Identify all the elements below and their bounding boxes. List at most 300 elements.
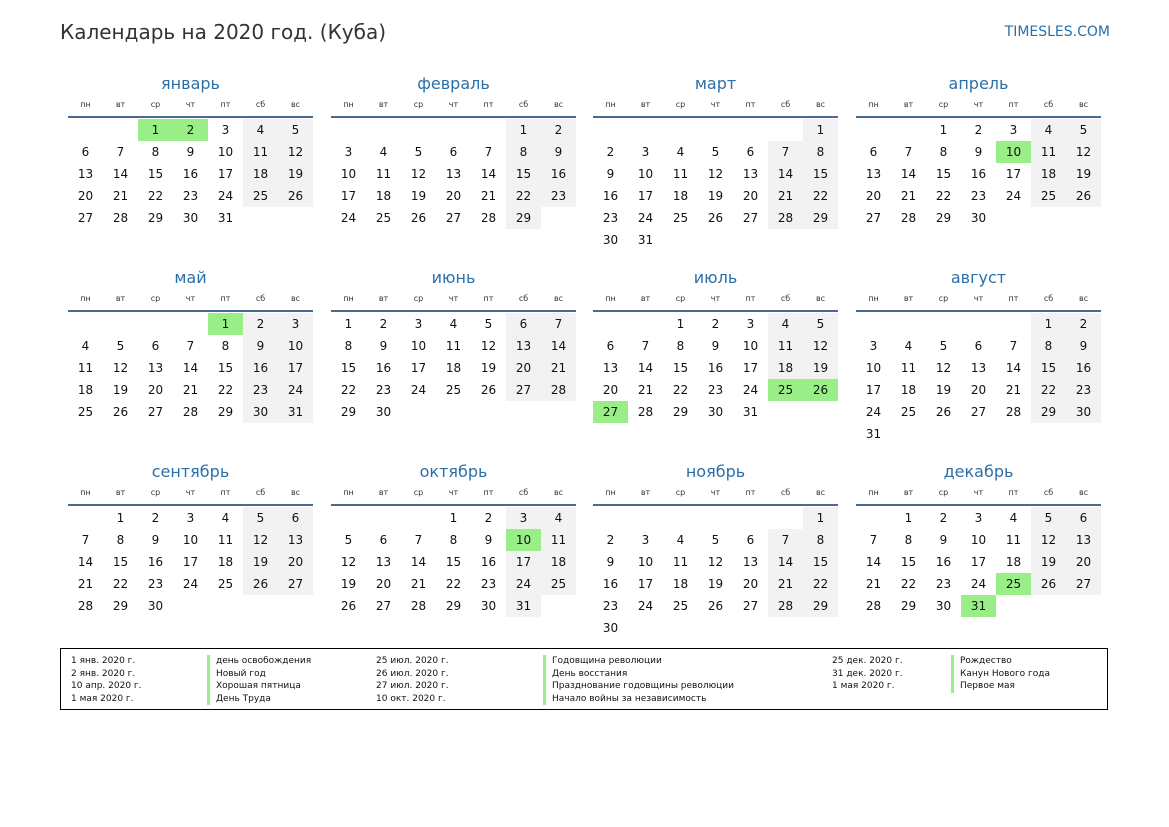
day-cell: 18 [445, 361, 462, 375]
day-cell: 9 [379, 339, 388, 353]
weekday-label: сб [518, 100, 529, 109]
empty-cell [436, 401, 471, 423]
day-cell: 29 [935, 211, 952, 225]
day-cell: 9 [939, 533, 948, 547]
weekday-label: пт [1008, 294, 1019, 303]
day-cell: 5 [116, 339, 125, 353]
day-cell: 27 [278, 573, 313, 595]
day-cell: 21 [768, 185, 803, 207]
weekday-label: сб [255, 100, 266, 109]
day-cell: 26 [1066, 185, 1101, 207]
weekday-label: вт [640, 488, 651, 497]
day-cell: 30 [147, 599, 164, 613]
day-cell: 11 [217, 533, 234, 547]
week-row [593, 551, 838, 573]
day-cell: 30 [707, 405, 724, 419]
empty-cell [856, 507, 891, 529]
day-cell: 8 [221, 339, 230, 353]
day-cell: 21 [637, 383, 654, 397]
empty-cell [103, 119, 138, 141]
week-row [331, 141, 576, 163]
day-cell: 5 [484, 317, 493, 331]
week-row [593, 229, 838, 251]
day-cell: 17 [410, 361, 427, 375]
day-cell: 14 [182, 361, 199, 375]
day-cell: 27 [742, 211, 759, 225]
day-cell: 26 [480, 383, 497, 397]
month-calendar [593, 73, 838, 251]
day-cell: 2 [379, 317, 388, 331]
holiday-date: 1 мая 2020 г. [832, 681, 895, 691]
day-cell: 25 [217, 577, 234, 591]
weekday-label: сб [1043, 488, 1054, 497]
empty-cell [366, 119, 401, 141]
day-cell: 13 [278, 529, 313, 551]
weekday-label: вс [290, 294, 301, 303]
holiday-date: 26 июл. 2020 г. [376, 668, 449, 679]
day-cell: 16 [707, 361, 724, 375]
week-row [68, 163, 313, 185]
weekday-header [331, 292, 576, 306]
day-cell: 15 [672, 361, 689, 375]
week-row [593, 163, 838, 185]
day-cell: 23 [1066, 379, 1101, 401]
day-cell: 3 [641, 145, 650, 159]
weekday-label: сб [255, 488, 266, 497]
day-cell: 11 [672, 167, 689, 181]
weekday-label: сб [780, 294, 791, 303]
week-row [593, 357, 838, 379]
weekday-label: чт [185, 488, 196, 497]
empty-cell [401, 119, 436, 141]
day-cell: 18 [1031, 163, 1066, 185]
day-cell: 9 [243, 335, 278, 357]
empty-cell [926, 313, 961, 335]
empty-cell [733, 507, 768, 529]
day-cell: 12 [707, 167, 724, 181]
day-cell: 10 [970, 533, 987, 547]
day-cell: 8 [803, 141, 838, 163]
day-cell: 31 [742, 405, 759, 419]
empty-cell [401, 401, 436, 423]
week-row [593, 185, 838, 207]
holiday-date: 1 мая 2020 г. [71, 693, 134, 704]
day-cell: 13 [970, 361, 987, 375]
day-cell: 8 [939, 145, 948, 159]
month-calendar [593, 267, 838, 423]
empty-cell [68, 119, 103, 141]
day-cell: 29 [340, 405, 357, 419]
day-cell: 12 [278, 141, 313, 163]
weekday-label: ср [150, 294, 161, 303]
weekday-label: пн [605, 100, 616, 109]
month-name: январь [161, 74, 220, 93]
day-cell: 14 [637, 361, 654, 375]
day-cell: 17 [742, 361, 759, 375]
day-cell: 9 [1066, 335, 1101, 357]
day-cell: 5 [803, 313, 838, 335]
empty-cell [68, 313, 103, 335]
day-cell: 16 [935, 555, 952, 569]
holiday-date: 10 окт. 2020 г. [376, 693, 446, 704]
week-row [856, 141, 1101, 163]
day-cell: 19 [1031, 551, 1066, 573]
week-row [68, 379, 313, 401]
day-cell: 19 [707, 577, 724, 591]
week-row [331, 163, 576, 185]
week-row [68, 357, 313, 379]
weekday-label: вт [640, 294, 651, 303]
day-cell: 6 [151, 339, 160, 353]
day-cell: 12 [340, 555, 357, 569]
day-cell: 8 [904, 533, 913, 547]
weekday-header [331, 98, 576, 112]
week-row [331, 573, 576, 595]
day-cell: 15 [217, 361, 234, 375]
day-cell: 10 [996, 141, 1031, 163]
weekday-label: пт [220, 294, 231, 303]
day-cell: 19 [480, 361, 497, 375]
week-row [593, 313, 838, 335]
holiday-dates-col-1 [71, 655, 142, 705]
month-divider [856, 116, 1101, 118]
day-cell: 20 [970, 383, 987, 397]
holiday-name: Хорошая пятница [207, 680, 311, 693]
day-cell: 1 [138, 119, 173, 141]
day-cell: 20 [602, 383, 619, 397]
week-row [331, 335, 576, 357]
month-calendar [331, 461, 576, 617]
day-cell: 5 [414, 145, 423, 159]
day-cell: 4 [1009, 511, 1018, 525]
day-cell: 23 [541, 185, 576, 207]
day-cell: 29 [112, 599, 129, 613]
day-cell: 14 [112, 167, 129, 181]
day-cell: 20 [375, 577, 392, 591]
day-cell: 22 [935, 189, 952, 203]
day-cell: 16 [970, 167, 987, 181]
day-cell: 17 [637, 577, 654, 591]
weekday-label: чт [710, 294, 721, 303]
day-cell: 24 [637, 599, 654, 613]
day-cell: 17 [340, 189, 357, 203]
weekday-label: вс [290, 100, 301, 109]
day-cell: 6 [379, 533, 388, 547]
week-row [331, 207, 576, 229]
empty-cell [996, 207, 1031, 229]
day-cell: 7 [904, 145, 913, 159]
day-cell: 30 [970, 211, 987, 225]
empty-cell [68, 507, 103, 529]
weekday-label: пт [1008, 100, 1019, 109]
weekday-header [856, 292, 1101, 306]
week-row [331, 551, 576, 573]
day-cell: 30 [182, 211, 199, 225]
day-cell: 24 [637, 211, 654, 225]
weekday-label: чт [185, 294, 196, 303]
day-cell: 19 [935, 383, 952, 397]
week-row [68, 335, 313, 357]
day-cell: 28 [182, 405, 199, 419]
day-cell: 18 [375, 189, 392, 203]
day-cell: 3 [974, 511, 983, 525]
empty-cell [628, 617, 663, 639]
day-cell: 21 [77, 577, 94, 591]
day-cell: 13 [506, 335, 541, 357]
empty-cell [698, 119, 733, 141]
day-cell: 17 [637, 189, 654, 203]
day-cell: 16 [480, 555, 497, 569]
day-cell: 26 [707, 211, 724, 225]
day-cell: 18 [768, 357, 803, 379]
day-cell: 29 [217, 405, 234, 419]
day-cell: 24 [742, 383, 759, 397]
empty-cell [856, 313, 891, 335]
day-cell: 28 [900, 211, 917, 225]
day-cell: 11 [900, 361, 917, 375]
weekday-label: вт [640, 100, 651, 109]
month-name: июнь [431, 268, 476, 287]
weekday-label: пт [220, 100, 231, 109]
day-cell: 21 [900, 189, 917, 203]
day-cell: 30 [243, 401, 278, 423]
day-cell: 31 [865, 427, 882, 441]
week-row [331, 507, 576, 529]
month-name: апрель [948, 74, 1009, 93]
day-cell: 24 [278, 379, 313, 401]
weekday-label: сб [1043, 294, 1054, 303]
month-name: июль [693, 268, 738, 287]
week-row [593, 141, 838, 163]
month-name: май [174, 268, 207, 287]
day-cell: 9 [541, 141, 576, 163]
empty-cell [856, 119, 891, 141]
month-divider [593, 504, 838, 506]
day-cell: 4 [768, 313, 803, 335]
day-cell: 22 [803, 573, 838, 595]
weekday-label: вт [903, 100, 914, 109]
day-cell: 23 [147, 577, 164, 591]
day-cell: 11 [768, 335, 803, 357]
day-cell: 10 [742, 339, 759, 353]
day-cell: 1 [208, 313, 243, 335]
holiday-date: 31 дек. 2020 г. [832, 668, 903, 679]
day-cell: 27 [593, 401, 628, 423]
site-link[interactable]: TIMESLES.COM [1004, 24, 1110, 40]
day-cell: 21 [1005, 383, 1022, 397]
weekday-label: сб [255, 294, 266, 303]
day-cell: 10 [217, 145, 234, 159]
day-cell: 2 [606, 145, 615, 159]
day-cell: 1 [904, 511, 913, 525]
holiday-name: Канун Нового года [951, 668, 1050, 681]
day-cell: 6 [869, 145, 878, 159]
day-cell: 15 [1031, 357, 1066, 379]
day-cell: 27 [375, 599, 392, 613]
day-cell: 15 [803, 551, 838, 573]
holiday-names-col-2 [543, 655, 734, 705]
empty-cell [366, 507, 401, 529]
weekday-label: вт [903, 488, 914, 497]
month-calendar [856, 461, 1101, 617]
empty-cell [733, 617, 768, 639]
empty-cell [103, 313, 138, 335]
holiday-name: День Труда [207, 693, 311, 706]
weekday-label: пн [80, 294, 91, 303]
month-divider [331, 116, 576, 118]
day-cell: 5 [344, 533, 353, 547]
day-cell: 28 [541, 379, 576, 401]
day-cell: 3 [221, 123, 230, 137]
holiday-name: Новый год [207, 668, 311, 681]
empty-cell [891, 313, 926, 335]
day-cell: 9 [974, 145, 983, 159]
day-cell: 13 [1066, 529, 1101, 551]
day-cell: 23 [707, 383, 724, 397]
day-cell: 13 [147, 361, 164, 375]
weekday-label: пт [745, 294, 756, 303]
day-cell: 2 [243, 313, 278, 335]
day-cell: 28 [112, 211, 129, 225]
month-calendar [68, 267, 313, 423]
day-cell: 19 [340, 577, 357, 591]
day-cell: 15 [803, 163, 838, 185]
weekday-label: пн [868, 488, 879, 497]
empty-cell [593, 313, 628, 335]
empty-cell [663, 507, 698, 529]
empty-cell [1066, 423, 1101, 445]
weekday-label: чт [710, 488, 721, 497]
day-cell: 28 [410, 599, 427, 613]
week-row [68, 313, 313, 335]
day-cell: 22 [340, 383, 357, 397]
day-cell: 9 [151, 533, 160, 547]
day-cell: 28 [77, 599, 94, 613]
day-cell: 12 [803, 335, 838, 357]
day-cell: 10 [340, 167, 357, 181]
day-cell: 1 [676, 317, 685, 331]
holiday-name: День восстания [543, 668, 734, 681]
day-cell: 23 [243, 379, 278, 401]
day-cell: 4 [243, 119, 278, 141]
day-cell: 23 [602, 599, 619, 613]
empty-cell [961, 313, 996, 335]
empty-cell [628, 507, 663, 529]
day-cell: 17 [217, 167, 234, 181]
day-cell: 27 [970, 405, 987, 419]
day-cell: 7 [484, 145, 493, 159]
week-row [856, 507, 1101, 529]
day-cell: 26 [935, 405, 952, 419]
month-divider [856, 310, 1101, 312]
day-cell: 28 [768, 595, 803, 617]
empty-cell [1066, 595, 1101, 617]
weekday-label: ср [938, 294, 949, 303]
day-cell: 3 [1009, 123, 1018, 137]
week-row [68, 529, 313, 551]
weekday-label: сб [780, 100, 791, 109]
day-cell: 29 [147, 211, 164, 225]
empty-cell [331, 119, 366, 141]
weekday-header [856, 98, 1101, 112]
day-cell: 15 [935, 167, 952, 181]
day-cell: 25 [541, 573, 576, 595]
week-row [856, 119, 1101, 141]
day-cell: 15 [900, 555, 917, 569]
weekday-label: вт [115, 100, 126, 109]
day-cell: 24 [217, 189, 234, 203]
week-row [593, 401, 838, 423]
day-cell: 1 [449, 511, 458, 525]
weekday-label: ср [413, 488, 424, 497]
day-cell: 18 [672, 189, 689, 203]
holiday-name: Первое мая [951, 680, 1050, 693]
day-cell: 2 [974, 123, 983, 137]
empty-cell [663, 119, 698, 141]
day-cell: 25 [1031, 185, 1066, 207]
weekday-label: пн [605, 294, 616, 303]
month-calendar [331, 73, 576, 229]
holiday-dates-col-2 [376, 655, 449, 705]
month-calendar [856, 267, 1101, 445]
month-calendar [68, 461, 313, 617]
week-row [856, 207, 1101, 229]
empty-cell [891, 423, 926, 445]
day-cell: 5 [711, 533, 720, 547]
day-cell: 14 [77, 555, 94, 569]
day-cell: 1 [116, 511, 125, 525]
day-cell: 17 [970, 555, 987, 569]
empty-cell [1031, 423, 1066, 445]
day-cell: 28 [480, 211, 497, 225]
day-cell: 21 [541, 357, 576, 379]
day-cell: 22 [147, 189, 164, 203]
holiday-names-col-1 [207, 655, 311, 705]
day-cell: 18 [900, 383, 917, 397]
day-cell: 7 [541, 313, 576, 335]
empty-cell [891, 119, 926, 141]
weekday-label: пн [343, 488, 354, 497]
day-cell: 12 [112, 361, 129, 375]
week-row [331, 185, 576, 207]
weekday-label: ср [675, 294, 686, 303]
empty-cell [663, 617, 698, 639]
day-cell: 7 [414, 533, 423, 547]
empty-cell [768, 401, 803, 423]
day-cell: 4 [904, 339, 913, 353]
weekday-label: пт [220, 488, 231, 497]
day-cell: 12 [935, 361, 952, 375]
day-cell: 2 [151, 511, 160, 525]
month-name: ноябрь [685, 462, 746, 481]
day-cell: 6 [506, 313, 541, 335]
day-cell: 24 [865, 405, 882, 419]
weekday-label: ср [938, 100, 949, 109]
weekday-label: пт [745, 100, 756, 109]
day-cell: 5 [1066, 119, 1101, 141]
week-row [593, 507, 838, 529]
weekday-label: вс [815, 488, 826, 497]
day-cell: 5 [243, 507, 278, 529]
empty-cell [1031, 207, 1066, 229]
day-cell: 14 [1005, 361, 1022, 375]
weekday-header [593, 98, 838, 112]
day-cell: 16 [375, 361, 392, 375]
day-cell: 3 [186, 511, 195, 525]
weekday-label: вс [290, 488, 301, 497]
day-cell: 22 [217, 383, 234, 397]
weekday-label: чт [710, 100, 721, 109]
